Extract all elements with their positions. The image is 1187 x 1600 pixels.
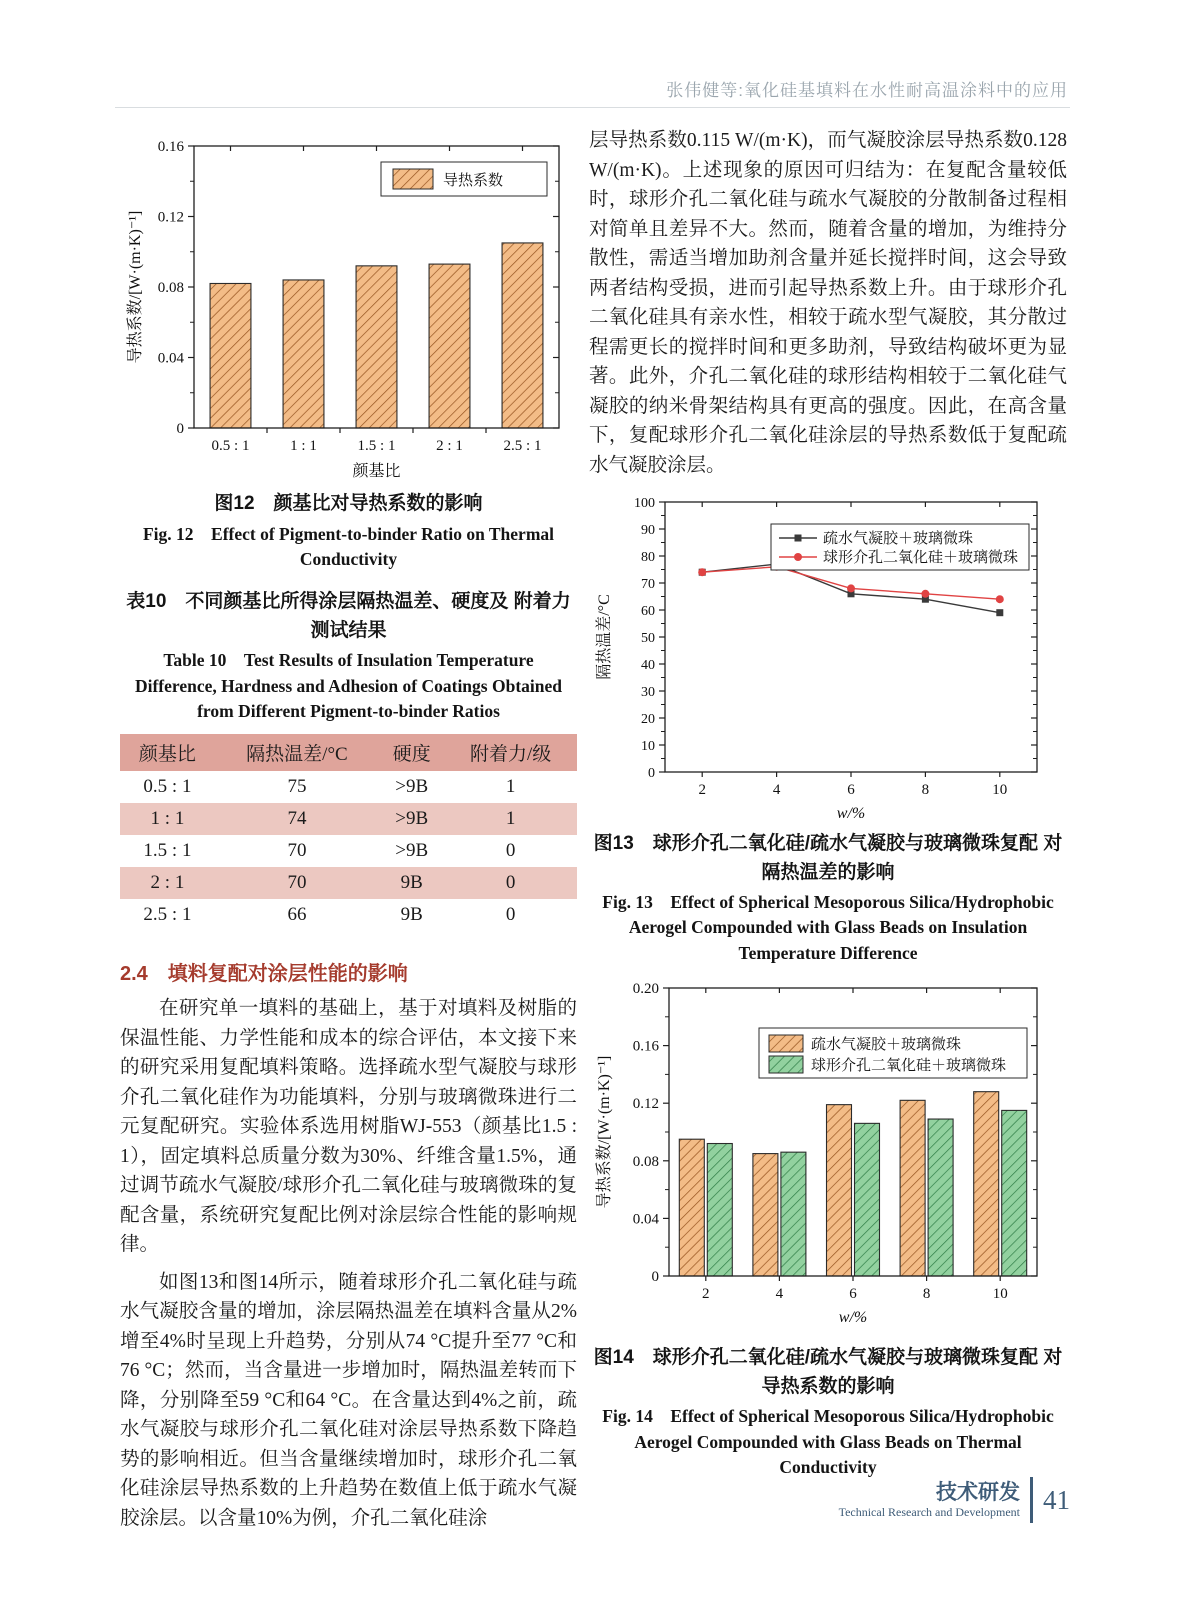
svg-text:2: 2 bbox=[702, 1286, 710, 1303]
fig14-caption-en: Fig. 14 Effect of Spherical Mesoporous Silica/Hydrophobic Aerogel Compounded with Glass Beads on Thermal Conductivity bbox=[602, 1406, 1054, 1477]
svg-text:0: 0 bbox=[648, 766, 655, 781]
table10-cell: 75 bbox=[287, 776, 307, 798]
svg-text:0.20: 0.20 bbox=[632, 981, 659, 998]
fig14-bar-chart bbox=[589, 974, 1067, 1338]
table10-cell: >9B bbox=[395, 776, 429, 798]
table10-cell: 9B bbox=[400, 904, 423, 926]
table10-cell: 0 bbox=[505, 840, 516, 862]
table10-cell: 1.5 : 1 bbox=[143, 840, 192, 862]
svg-text:1.5 : 1: 1.5 : 1 bbox=[357, 438, 396, 454]
left-paragraph-2: 如图13和图14所示，随着球形介孔二氧化硅与疏水气凝胶含量的增加，涂层隔热温差在填料含量从2%增至4%时呈现上升趋势，分别从74 °C提升至77 °C和76 °C；然而，当含量进一步增加时，隔热温差转而下降，分别降至59 °C和64 °C。在含量达到4%之前，疏水气凝胶与球形介孔二氧化硅对涂层导热系数下降趋势的影响相近。但当含量继续增加时，球形介孔二氧化硅涂层导热系数的上升趋势在数值上低于疏水气凝胶涂层。以含量10%为例，介孔二氧化硅涂 bbox=[120, 1271, 577, 1529]
table10-header-cell: 隔热温差/°C bbox=[215, 734, 379, 771]
svg-text:球形介孔二氧化硅＋玻璃微珠: 球形介孔二氧化硅＋玻璃微珠 bbox=[823, 550, 1019, 566]
header-rule bbox=[115, 107, 1070, 108]
svg-text:6: 6 bbox=[847, 782, 855, 798]
svg-text:20: 20 bbox=[641, 712, 655, 727]
table10-header-cell: 硬度 bbox=[379, 734, 444, 771]
svg-text:颜基比: 颜基比 bbox=[352, 463, 401, 480]
svg-text:6: 6 bbox=[849, 1286, 857, 1303]
table10-cell: 0 bbox=[505, 872, 516, 894]
fig14-caption-zh: 图14 球形介孔二氧化硅/疏水气凝胶与玻璃微珠复配 对导热系数的影响 bbox=[593, 1347, 1063, 1397]
table-row bbox=[120, 803, 577, 835]
svg-text:8: 8 bbox=[922, 1286, 931, 1303]
table10-cell: 1 bbox=[505, 776, 516, 798]
svg-text:球形介孔二氧化硅＋玻璃微珠: 球形介孔二氧化硅＋玻璃微珠 bbox=[811, 1058, 1007, 1075]
svg-text:40: 40 bbox=[641, 658, 655, 673]
svg-text:10: 10 bbox=[992, 782, 1008, 798]
svg-text:2 : 1: 2 : 1 bbox=[436, 438, 463, 454]
svg-text:60: 60 bbox=[641, 604, 655, 619]
table10-cell: 0.5 : 1 bbox=[143, 776, 192, 798]
table10-head-row bbox=[120, 734, 577, 771]
table10-cell: 66 bbox=[287, 904, 307, 926]
svg-text:70: 70 bbox=[641, 577, 655, 592]
svg-text:0.08: 0.08 bbox=[632, 1153, 659, 1170]
svg-text:4: 4 bbox=[772, 782, 781, 798]
section-heading-2-4: 2.4 填料复配对涂层性能的影响 bbox=[120, 963, 408, 986]
page-number: 41 bbox=[1043, 1484, 1070, 1515]
svg-text:导热系数/[W·(m·K)⁻¹]: 导热系数/[W·(m·K)⁻¹] bbox=[596, 1055, 613, 1209]
right-paragraph: 层导热系数0.115 W/(m·K)，而气凝胶涂层导热系数0.128 W/(m·K)。上述现象的原因可归结为：在复配含量较低时，球形介孔二氧化硅与疏水气凝胶的分散制备过程相对简单且差异不大。然而，随着含量的增加，为维持分散性，需适当增加助剂含量并延长搅拌时间，这会导致两者结构受损，进而引起导热系数上升。由于球形介孔二氧化硅具有亲水性，相较于疏水型气凝胶，其分散过程需更长的搅拌时间和更多助剂，导致结构破坏更为显著。此外，介孔二氧化硅的球形结构相较于二氧化硅气凝胶的纳米骨架结构具有更高的强度。因此，在高含量下，复配球形介孔二氧化硅涂层的导热系数低于复配疏水气凝胶涂层。 bbox=[589, 130, 1067, 476]
fig12-caption-en: Fig. 12 Effect of Pigment-to-binder Ratio on Thermal Conductivity bbox=[142, 523, 555, 569]
svg-text:2: 2 bbox=[698, 782, 706, 798]
table10-header-cell: 颜基比 bbox=[120, 734, 215, 771]
fig12-bar-chart bbox=[120, 132, 577, 484]
table10-cell: 9B bbox=[400, 872, 423, 894]
svg-text:50: 50 bbox=[641, 631, 655, 646]
svg-text:0.12: 0.12 bbox=[632, 1096, 659, 1113]
fig13-caption-en: Fig. 13 Effect of Spherical Mesoporous Silica/Hydrophobic Aerogel Compounded with Glass Beads on Insulation Temperature Difference bbox=[602, 892, 1054, 963]
svg-text:疏水气凝胶＋玻璃微珠: 疏水气凝胶＋玻璃微珠 bbox=[823, 531, 974, 547]
svg-text:0: 0 bbox=[651, 1269, 659, 1286]
svg-text:导热系数/[W·(m·K)⁻¹]: 导热系数/[W·(m·K)⁻¹] bbox=[127, 210, 144, 364]
svg-text:w/%: w/% bbox=[836, 805, 866, 822]
table10-header-cell: 附着力/级 bbox=[444, 734, 577, 771]
table10-cell: 74 bbox=[287, 808, 307, 830]
svg-text:疏水气凝胶＋玻璃微珠: 疏水气凝胶＋玻璃微珠 bbox=[811, 1037, 962, 1054]
svg-text:30: 30 bbox=[641, 685, 655, 700]
svg-text:w/%: w/% bbox=[838, 1309, 868, 1327]
svg-text:10: 10 bbox=[641, 739, 655, 754]
left-column bbox=[120, 132, 577, 1533]
footer-column-name bbox=[839, 1480, 1030, 1520]
svg-text:0.16: 0.16 bbox=[632, 1038, 659, 1055]
svg-text:0.12: 0.12 bbox=[157, 209, 184, 226]
table10-caption-zh: 表10 不同颜基比所得涂层隔热温差、硬度及 附着力测试结果 bbox=[126, 591, 571, 641]
table10-cell: 70 bbox=[287, 840, 307, 862]
table10-cell: 70 bbox=[287, 872, 307, 894]
fig12-caption-zh: 图12 颜基比对导热系数的影响 bbox=[214, 493, 483, 514]
table10-cell: 0 bbox=[505, 904, 516, 926]
svg-text:0.16: 0.16 bbox=[157, 139, 184, 155]
table10-cell: 1 bbox=[505, 808, 516, 830]
svg-text:0.08: 0.08 bbox=[157, 280, 184, 296]
table-row bbox=[120, 835, 577, 867]
table10-cell: >9B bbox=[395, 840, 429, 862]
table10-cell: 1 : 1 bbox=[150, 808, 185, 830]
table10-cell: >9B bbox=[395, 808, 429, 830]
svg-text:0.04: 0.04 bbox=[157, 350, 184, 367]
running-title: 张伟健等:氧化硅基填料在水性耐高温涂料中的应用 bbox=[666, 81, 1068, 100]
table-row bbox=[120, 771, 577, 803]
svg-text:90: 90 bbox=[641, 523, 655, 538]
table10-body bbox=[120, 771, 577, 931]
svg-text:导热系数: 导热系数 bbox=[443, 173, 504, 189]
footer-column-en: Technical Research and Development bbox=[838, 1505, 1020, 1520]
table-row bbox=[120, 867, 577, 899]
svg-text:1 : 1: 1 : 1 bbox=[290, 438, 317, 454]
svg-text:2.5 : 1: 2.5 : 1 bbox=[503, 438, 542, 454]
fig13-caption-zh: 图13 球形介孔二氧化硅/疏水气凝胶与玻璃微珠复配 对隔热温差的影响 bbox=[593, 833, 1063, 883]
table10-cell: 2.5 : 1 bbox=[143, 904, 192, 926]
svg-text:0.04: 0.04 bbox=[632, 1211, 659, 1228]
table10-cell: 2 : 1 bbox=[150, 872, 185, 894]
fig13-line-chart bbox=[589, 490, 1067, 824]
svg-text:8: 8 bbox=[921, 782, 930, 798]
svg-text:4: 4 bbox=[775, 1286, 784, 1303]
svg-text:10: 10 bbox=[992, 1286, 1008, 1303]
footer-column-zh: 技术研发 bbox=[936, 1481, 1020, 1505]
table10-caption-en: Table 10 Test Results of Insulation Temperature Difference, Hardness and Adhesion of Coatings Obtained from Different Pigment-to-binder Ratios bbox=[134, 650, 562, 721]
page-footer bbox=[839, 1477, 1070, 1523]
svg-text:80: 80 bbox=[641, 550, 655, 565]
svg-text:0: 0 bbox=[176, 421, 184, 437]
svg-text:0.5 : 1: 0.5 : 1 bbox=[211, 438, 250, 454]
table10 bbox=[120, 734, 577, 931]
svg-text:100: 100 bbox=[634, 496, 655, 511]
right-column bbox=[589, 126, 1067, 1480]
svg-text:隔热温差/°C: 隔热温差/°C bbox=[596, 594, 613, 680]
left-paragraph-1: 在研究单一填料的基础上，基于对填料及树脂的保温性能、力学性能和成本的综合评估，本文接下来的研究采用复配填料策略。选择疏水型气凝胶与球形介孔二氧化硅作为功能填料，分别与玻璃微珠进行二元复配研究。实验体系选用树脂WJ-553（颜基比1.5 : 1），固定填料总质量分数为30%、纤维含量1.5%，通过调节疏水气凝胶/球形介孔二氧化硅与玻璃微珠的复配含量，系统研究复配比例对涂层综合性能的影响规律。 bbox=[120, 998, 577, 1256]
table-row bbox=[120, 899, 577, 931]
